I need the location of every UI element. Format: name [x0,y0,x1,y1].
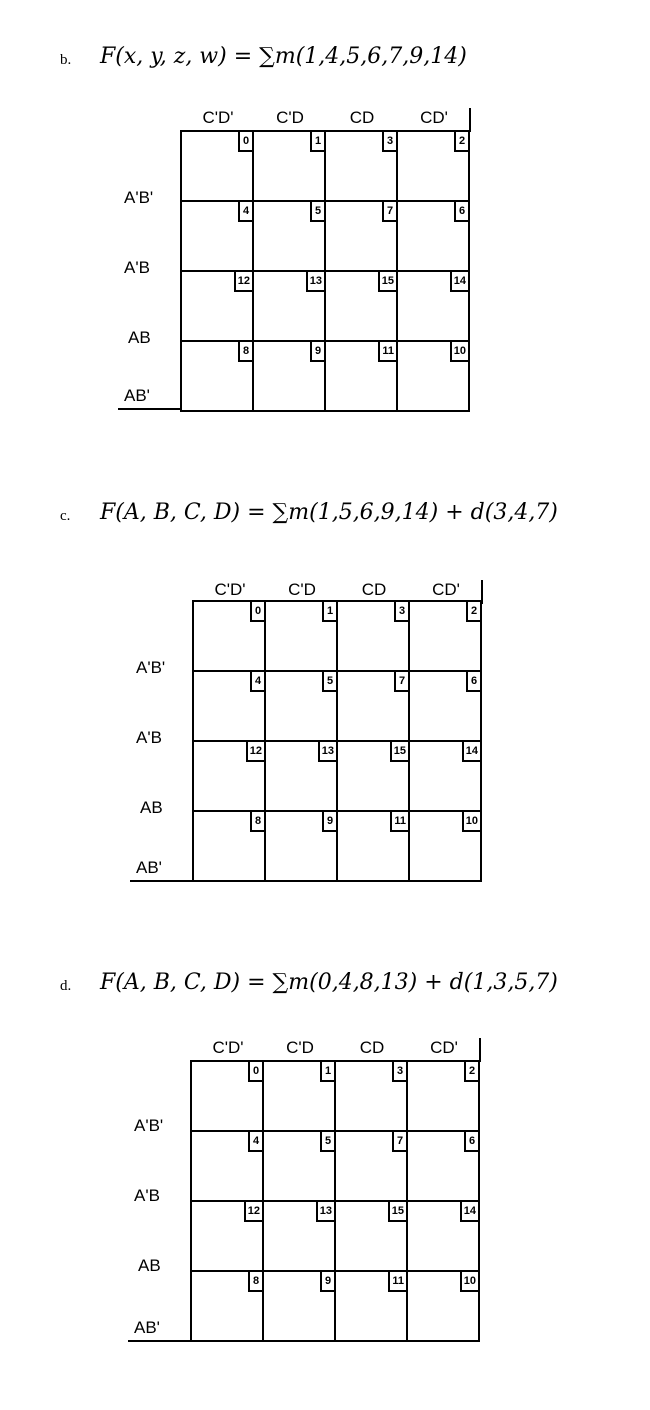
kmap-cell [326,132,398,202]
row-header: A'B [134,1186,160,1205]
kmap-cell [182,342,254,412]
cell-index: 3 [394,602,408,622]
row-header: A'B' [136,658,166,677]
kmap-cell [192,1272,264,1342]
cell-index: 4 [238,202,252,222]
column-header: C'D [276,108,304,127]
row-header: A'B [136,728,162,747]
cell-index: 13 [316,1202,334,1222]
kmap-grid [192,600,482,882]
kmap-cell [338,742,410,812]
row-header: AB' [124,386,150,405]
cell-index: 1 [322,602,336,622]
corner-line [469,108,471,132]
cell-index: 8 [248,1272,262,1292]
kmap-cell [194,812,266,882]
kmap-cell [338,672,410,742]
row-header: AB [138,1256,161,1275]
row-header-underline [130,880,194,882]
cell-index: 1 [310,132,324,152]
cell-index: 15 [378,272,396,292]
kmap-cell [254,342,326,412]
cell-index: 0 [250,602,264,622]
cell-index: 12 [244,1202,262,1222]
cell-index: 2 [466,602,480,622]
column-header: CD' [420,108,448,127]
kmap-cell [264,1062,336,1132]
cell-index: 14 [462,742,480,762]
column-header: C'D [288,580,316,599]
cell-index: 1 [320,1062,334,1082]
kmap-cell [336,1062,408,1132]
cell-index: 13 [318,742,336,762]
row-header: AB [140,798,163,817]
row-header: A'B [124,258,150,277]
boolean-function-formula: F(A, B, C, D) = ∑m(1,5,6,9,14) + d(3,4,7) [100,500,558,525]
kmap-cell [266,742,338,812]
cell-index: 11 [390,812,408,832]
column-header: C'D' [202,108,234,127]
kmap-cell [326,202,398,272]
cell-index: 5 [320,1132,334,1152]
cell-index: 15 [390,742,408,762]
kmap-cell [254,202,326,272]
cell-index: 8 [250,812,264,832]
row-header-underline [128,1340,192,1342]
cell-index: 10 [460,1272,478,1292]
cell-index: 3 [382,132,396,152]
cell-index: 3 [392,1062,406,1082]
kmap-cell [326,342,398,412]
cell-index: 12 [234,272,252,292]
kmap-cell [336,1132,408,1202]
cell-index: 12 [246,742,264,762]
kmap-cell [254,272,326,342]
kmap-cell [264,1272,336,1342]
problem-label: b. [60,52,72,68]
cell-index: 0 [238,132,252,152]
cell-index: 6 [466,672,480,692]
cell-index: 14 [450,272,468,292]
cell-index: 11 [388,1272,406,1292]
kmap-cell [264,1202,336,1272]
row-header: A'B' [124,188,154,207]
column-header: CD [361,580,387,599]
column-header: CD' [430,1038,458,1057]
kmap-cell [254,132,326,202]
row-header: AB' [136,858,162,877]
kmap-cell [398,342,470,412]
cell-index: 9 [310,342,324,362]
cell-index: 11 [378,342,396,362]
kmap-cell [410,742,482,812]
cell-index: 5 [310,202,324,222]
kmap-cell [192,1132,264,1202]
kmap-cell [408,1062,480,1132]
kmap-cell [194,742,266,812]
cell-index: 14 [460,1202,478,1222]
column-header: CD' [432,580,460,599]
cell-index: 2 [464,1062,478,1082]
row-header: AB' [134,1318,160,1337]
cell-index: 4 [248,1132,262,1152]
cell-index: 7 [394,672,408,692]
cell-index: 10 [450,342,468,362]
kmap-cell [408,1272,480,1342]
cell-index: 5 [322,672,336,692]
cell-index: 6 [454,202,468,222]
kmap-cell [194,602,266,672]
column-header: CD [359,1038,385,1057]
row-header-underline [118,408,182,410]
kmap-cell [408,1132,480,1202]
kmap-cell [194,672,266,742]
kmap-grid [180,130,470,412]
kmap-cell [408,1202,480,1272]
kmap-cell [338,812,410,882]
kmap-cell [398,202,470,272]
kmap-grid [190,1060,480,1342]
column-header: CD [349,108,375,127]
kmap-cell [410,672,482,742]
cell-index: 13 [306,272,324,292]
cell-index: 7 [392,1132,406,1152]
kmap-cell [398,272,470,342]
kmap-cell [410,602,482,672]
kmap-cell [192,1202,264,1272]
kmap-cell [338,602,410,672]
kmap-cell [264,1132,336,1202]
problem-label: d. [60,978,72,994]
cell-index: 6 [464,1132,478,1152]
cell-index: 10 [462,812,480,832]
problem-label: c. [60,508,71,524]
cell-index: 7 [382,202,396,222]
row-header: A'B' [134,1116,164,1135]
kmap-cell [336,1202,408,1272]
kmap-cell [182,132,254,202]
kmap-cell [398,132,470,202]
cell-index: 9 [320,1272,334,1292]
boolean-function-formula: F(A, B, C, D) = ∑m(0,4,8,13) + d(1,3,5,7) [100,970,558,995]
kmap-cell [266,602,338,672]
column-header: C'D' [212,1038,244,1057]
cell-index: 8 [238,342,252,362]
column-header: C'D' [214,580,246,599]
kmap-cell [182,202,254,272]
kmap-cell [266,812,338,882]
cell-index: 15 [388,1202,406,1222]
corner-line [479,1038,481,1062]
boolean-function-formula: F(x, y, z, w) = ∑m(1,4,5,6,7,9,14) [100,44,467,69]
cell-index: 0 [248,1062,262,1082]
cell-index: 4 [250,672,264,692]
kmap-cell [182,272,254,342]
kmap-cell [326,272,398,342]
kmap-cell [410,812,482,882]
cell-index: 2 [454,132,468,152]
kmap-cell [192,1062,264,1132]
kmap-cell [336,1272,408,1342]
column-header: C'D [286,1038,314,1057]
kmap-cell [266,672,338,742]
row-header: AB [128,328,151,347]
cell-index: 9 [322,812,336,832]
